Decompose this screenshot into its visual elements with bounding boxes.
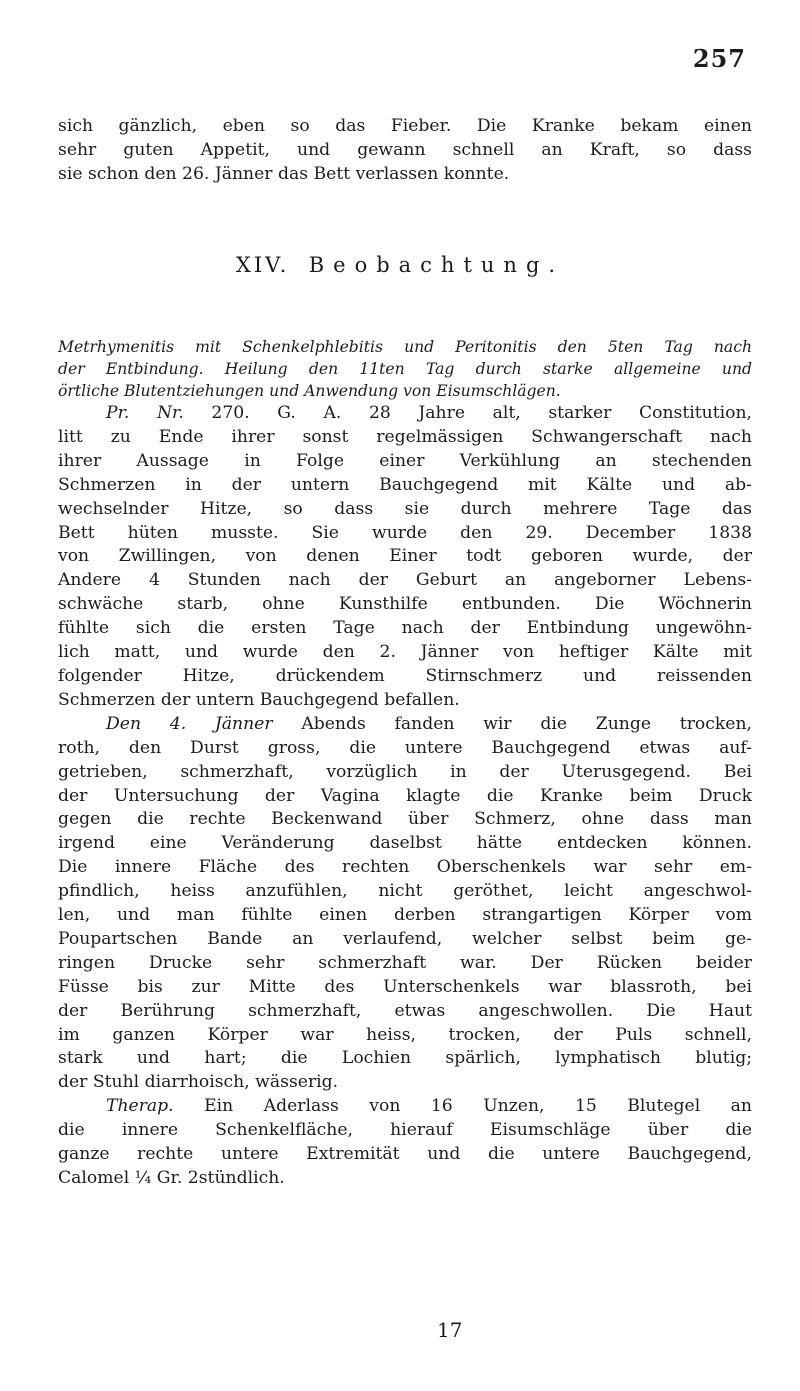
text-line: ihrer Aussage in Folge einer Verkühlung an stechenden bbox=[58, 450, 752, 471]
text-line: sehr guten Appetit, und gewann schnell an Kraft, so dass bbox=[58, 139, 752, 160]
text-line: Poupartschen Bande an verlaufend, welcher selbst beim ge- bbox=[58, 928, 752, 949]
text-line: roth, den Durst gross, die untere Bauchgegend etwas auf- bbox=[58, 737, 752, 758]
case-report-body bbox=[58, 402, 752, 1191]
text-line: ringen Drucke sehr schmerzhaft war. Der Rücken beider bbox=[58, 952, 752, 973]
page-number: 257 bbox=[692, 44, 746, 73]
text-line: pfindlich, heiss anzufühlen, nicht geröthet, leicht angeschwol- bbox=[58, 881, 752, 902]
date-label: Den 4. Jänner bbox=[106, 713, 273, 734]
text-line: sich gänzlich, eben so das Fieber. Die Kranke bekam einen bbox=[58, 116, 752, 136]
therapy-label: Therap. bbox=[106, 1096, 174, 1117]
text-line: Calomel ¼ Gr. 2stündlich. bbox=[58, 1168, 285, 1188]
paragraph-first-line: Therap. Ein Aderlass von 16 Unzen, 15 Blutegel an bbox=[106, 1096, 752, 1117]
text-line: die innere Schenkelfläche, hierauf Eisumschläge über die bbox=[58, 1120, 752, 1141]
summary-line: örtliche Blutentziehungen und Anwendung von Eisumschlägen. bbox=[58, 382, 561, 400]
text-line: schwäche starb, ohne Kunsthilfe entbunden. Die Wöchnerin bbox=[58, 594, 752, 615]
patient-number-label: Pr. Nr. bbox=[106, 403, 184, 423]
summary-line: der Entbindung. Heilung den 11ten Tag durch starke allgemeine und bbox=[58, 360, 752, 378]
text-line: Bett hüten musste. Sie wurde den 29. December 1838 bbox=[58, 522, 752, 543]
paragraph-first-line: Den 4. Jänner Abends fanden wir die Zunge trocken, bbox=[106, 713, 752, 734]
text-line: Schmerzen der untern Bauchgegend befallen. bbox=[58, 689, 460, 710]
paragraph-first-line: Pr. Nr. 270. G. A. 28 Jahre alt, starker Constitution, bbox=[106, 403, 752, 423]
text-line: len, und man fühlte einen derben strangartigen Körper vom bbox=[58, 905, 752, 926]
text-line: Füsse bis zur Mitte des Unterschenkels war blassroth, bei bbox=[58, 976, 752, 997]
section-heading bbox=[0, 253, 800, 277]
text-line: sie schon den 26. Jänner das Bett verlassen konnte. bbox=[58, 163, 510, 184]
text-line: irgend eine Veränderung daselbst hätte entdecken können. bbox=[58, 833, 752, 854]
text-line: lich matt, und wurde den 2. Jänner von heftiger Kälte mit bbox=[58, 642, 752, 663]
text-line: fühlte sich die ersten Tage nach der Entbindung ungewöhn- bbox=[58, 618, 752, 639]
case-summary bbox=[58, 336, 752, 402]
intro-paragraph bbox=[58, 115, 752, 187]
text-line: folgender Hitze, drückendem Stirnschmerz und reissenden bbox=[58, 665, 752, 686]
heading-numeral: XIV. bbox=[235, 253, 290, 277]
text-line: litt zu Ende ihrer sonst regelmässigen Schwangerschaft nach bbox=[58, 426, 752, 447]
summary-line: Metrhymenitis mit Schenkelphlebitis und Peritonitis den 5ten Tag nach bbox=[58, 338, 752, 356]
heading-title: Beobachtung. bbox=[308, 253, 565, 277]
text-line: der Untersuchung der Vagina klagte die Kranke beim Druck bbox=[58, 785, 752, 806]
text-line: Andere 4 Stunden nach der Geburt an angeborner Lebens- bbox=[58, 570, 752, 591]
text-line: wechselnder Hitze, so dass sie durch mehrere Tage das bbox=[58, 498, 752, 519]
text-line: Die innere Fläche des rechten Oberschenkels war sehr em- bbox=[58, 857, 752, 878]
text-line: Schmerzen in der untern Bauchgegend mit Kälte und ab- bbox=[58, 474, 752, 495]
text-line: ganze rechte untere Extremität und die untere Bauchgegend, bbox=[58, 1144, 752, 1165]
text-line: gegen die rechte Beckenwand über Schmerz, ohne dass man bbox=[58, 809, 752, 830]
text-line: der Stuhl diarrhoisch, wässerig. bbox=[58, 1072, 339, 1093]
signature-mark: 17 bbox=[437, 1318, 463, 1342]
text-line: stark und hart; die Lochien spärlich, lymphatisch blutig; bbox=[58, 1048, 752, 1069]
text-line: getrieben, schmerzhaft, vorzüglich in der Uterusgegend. Bei bbox=[58, 761, 752, 782]
text-line: der Berührung schmerzhaft, etwas angeschwollen. Die Haut bbox=[58, 1000, 752, 1021]
text-line: im ganzen Körper war heiss, trocken, der Puls schnell, bbox=[58, 1024, 752, 1045]
text-line: von Zwillingen, von denen Einer todt geboren wurde, der bbox=[58, 546, 752, 567]
